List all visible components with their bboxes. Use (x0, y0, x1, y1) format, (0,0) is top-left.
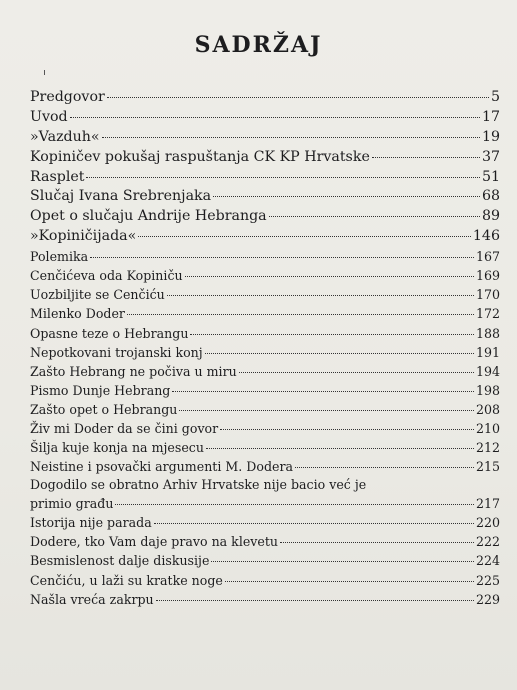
dot-leader (127, 314, 474, 315)
dot-leader (115, 504, 474, 505)
dot-leader (167, 295, 474, 296)
dot-leader (172, 391, 474, 392)
toc-entry (30, 381, 500, 400)
toc-entry-page: 220 (475, 515, 500, 531)
toc-entry-page: 188 (475, 325, 500, 341)
toc-entry (30, 187, 500, 207)
toc-entry-page: 37 (481, 148, 500, 165)
toc-entry-page: 51 (481, 168, 500, 185)
toc-entry-label: Predgovor (30, 89, 105, 105)
toc-entry (30, 532, 500, 551)
toc-entry-label-continued: primio građu (30, 496, 114, 512)
dot-leader (206, 448, 474, 449)
toc-entry-label: Uozbiljite se Cenčiću (30, 287, 165, 303)
toc-entry-label: Živ mi Doder da se čini govor (30, 420, 219, 436)
toc-entry-label: Cenčićeva oda Kopiniču (30, 268, 183, 284)
dot-leader (190, 334, 474, 335)
dot-leader (225, 581, 474, 582)
toc-entry-label: »Kopiničijada« (30, 228, 137, 245)
toc-entry (30, 108, 500, 128)
toc-entry-label: Neistine i psovački argumenti M. Dodera (30, 459, 294, 475)
toc-entry (30, 207, 500, 227)
toc-entry (30, 551, 500, 570)
dot-leader (86, 177, 479, 178)
dot-leader (70, 117, 480, 118)
toc-entry-label: Slučaj Ivana Srebrenjaka (30, 188, 212, 205)
toc-entry-label: »Vazduh« (30, 128, 100, 145)
toc-entry-label: Zašto Hebrang ne počiva u miru (30, 363, 237, 379)
toc-entry-page: 167 (475, 249, 500, 265)
toc-entry (30, 476, 500, 513)
toc-entry-page: 191 (475, 344, 500, 360)
toc-entry-label: Šilja kuje konja na mjesecu (30, 440, 204, 456)
dot-leader (90, 257, 474, 258)
toc-entry (30, 324, 500, 343)
toc-entry (30, 362, 500, 381)
page-title: SADRŽAJ (194, 32, 323, 58)
dot-leader (107, 97, 489, 98)
toc-entry-page: 172 (475, 306, 500, 322)
dot-leader (179, 410, 474, 411)
toc-entry (30, 590, 500, 609)
toc-entry-label: Opet o slučaju Andrije Hebranga (30, 208, 267, 225)
toc-entry-label: Opasne teze o Hebrangu (30, 325, 189, 341)
toc-entry-label: Istorija nije parada (30, 515, 152, 531)
dot-leader (154, 523, 474, 524)
toc-entry-label: Milenko Doder (30, 306, 125, 322)
toc-entry (30, 457, 500, 476)
toc-entry (30, 285, 500, 304)
toc-entry-label: Dodere, tko Vam daje pravo na klevetu (30, 534, 279, 550)
toc-entry-page: 215 (475, 459, 500, 475)
dot-leader (269, 216, 480, 217)
toc-entry (30, 128, 500, 148)
dot-leader (239, 372, 474, 373)
toc-entry-page: 146 (472, 228, 500, 245)
print-mark (44, 70, 45, 75)
toc-entry-label: Polemika (30, 249, 89, 265)
toc-entry-page: 169 (475, 268, 500, 284)
toc-entry-page: 225 (475, 572, 500, 588)
toc-entry (30, 304, 500, 323)
toc-entry-page: 222 (475, 534, 500, 550)
toc-entry-page: 210 (475, 420, 500, 436)
toc-entry-page: 194 (475, 363, 500, 379)
toc-entry-page: 170 (475, 287, 500, 303)
toc-entry (30, 227, 500, 247)
toc-entry (30, 419, 500, 438)
dot-leader (205, 353, 474, 354)
toc-entry (30, 247, 500, 266)
dot-leader (372, 157, 480, 158)
toc-entry (30, 571, 500, 590)
table-of-contents (30, 88, 500, 609)
toc-entry-page: 208 (475, 401, 500, 417)
toc-entry-label: Nepotkovani trojanski konj (30, 344, 203, 360)
dot-leader (102, 137, 480, 138)
toc-entry-label: Pismo Dunje Hebrang (30, 382, 171, 398)
toc-entry-page: 89 (481, 208, 500, 225)
toc-entry (30, 438, 500, 457)
toc-entry-label: Uvod (30, 108, 68, 125)
toc-entry-page: 217 (475, 496, 500, 512)
dot-leader (185, 276, 474, 277)
toc-entry-page: 19 (481, 128, 500, 145)
toc-entry (30, 343, 500, 362)
toc-entry (30, 168, 500, 188)
toc-entry-label: Zašto opet o Hebrangu (30, 401, 178, 417)
dot-leader (220, 429, 474, 430)
toc-entry-page: 198 (475, 382, 500, 398)
toc-entry (30, 148, 500, 168)
toc-entry-page: 5 (490, 89, 500, 105)
dot-leader (280, 542, 474, 543)
dot-leader (213, 196, 480, 197)
toc-entry-page: 224 (475, 553, 500, 569)
toc-entry-label: Cenčiću, u laži su kratke noge (30, 572, 223, 588)
toc-entry-label: Kopiničev pokušaj raspuštanja CK KP Hrvatske (30, 148, 370, 165)
dot-leader (156, 600, 474, 601)
toc-entry-label: Rasplet (30, 168, 85, 185)
toc-entry (30, 513, 500, 532)
toc-entry-label: Besmislenost dalje diskusije (30, 553, 210, 569)
dot-leader (211, 561, 474, 562)
toc-entry (30, 266, 500, 285)
toc-entry-page: 229 (475, 591, 500, 607)
toc-entry (30, 88, 500, 108)
toc-entry-page: 68 (481, 188, 500, 205)
toc-entry-label: Dogodilo se obratno Arhiv Hrvatske nije bacio već je (30, 477, 367, 493)
toc-entry-label: Našla vreća zakrpu (30, 591, 154, 607)
dot-leader (295, 467, 474, 468)
toc-entry (30, 400, 500, 419)
toc-entry-page: 212 (475, 440, 500, 456)
dot-leader (138, 236, 471, 237)
toc-entry-page: 17 (481, 108, 500, 125)
